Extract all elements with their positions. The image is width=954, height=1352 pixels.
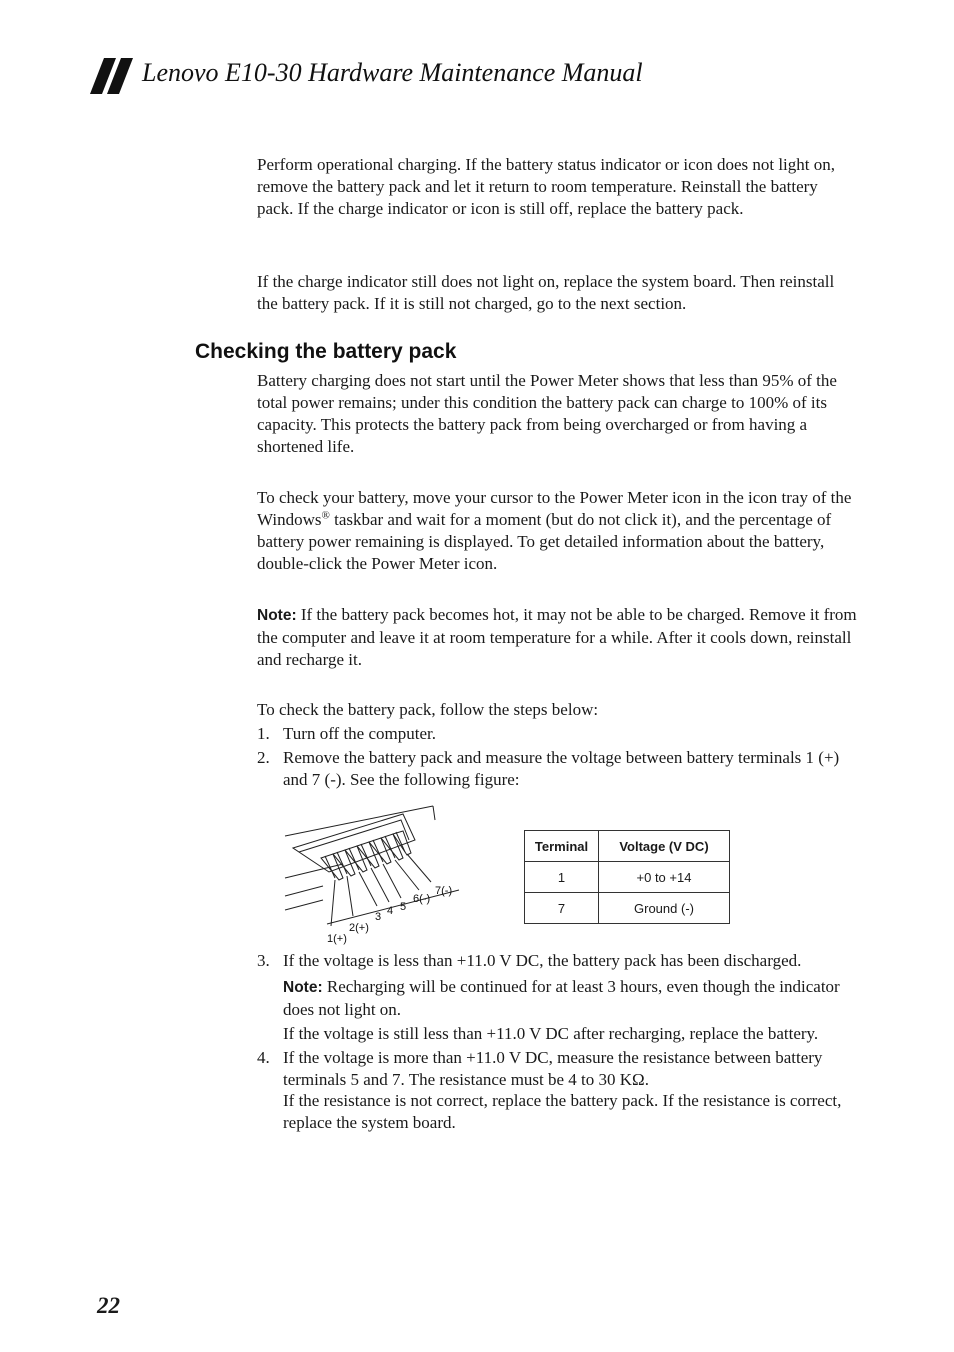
note-battery-hot: Note: If the battery pack becomes hot, it may not be able to be charged. Remove it from the computer and leave it at room temperature for a while. After it cools down, reinstall and recharge it. xyxy=(257,605,857,669)
table-cell-terminal: 7 xyxy=(525,893,599,924)
terminal-label-7: 7(-) xyxy=(435,885,453,897)
table-row xyxy=(525,893,730,924)
terminal-label-4: 4 xyxy=(387,905,394,917)
page-number: 22 xyxy=(97,1293,120,1318)
note-recharging: Note: Recharging will be continued for at least 3 hours, even though the indicator does not light on. xyxy=(283,977,840,1019)
table-cell-terminal: 1 xyxy=(525,862,599,893)
paragraph-power-meter: To check your battery, move your cursor to the Power Meter icon in the icon tray of the Windows® taskbar and wait for a moment (but do not click it), and the percentage of battery power remaining is displayed. To get detailed information about the battery, double-click the Power Meter icon. xyxy=(257,488,852,573)
terminal-label-6: 6(-) xyxy=(413,893,431,905)
note-label: Note: xyxy=(283,979,323,996)
terminal-label-2: 2(+) xyxy=(349,922,369,934)
note-label: Note: xyxy=(257,607,297,624)
section-heading: Checking the battery pack xyxy=(195,340,457,363)
table-cell-voltage: +0 to +14 xyxy=(599,862,730,893)
steps-intro: To check the battery pack, follow the steps below: xyxy=(257,700,599,719)
voltage-table xyxy=(524,830,730,924)
terminal-label-3: 3 xyxy=(375,911,382,923)
step-4-followup: If the resistance is not correct, replace the battery pack. If the resistance is correct, replace the system board. xyxy=(283,1091,842,1132)
header-slash-mark xyxy=(90,58,136,94)
paragraph-operational-charging: Perform operational charging. If the battery status indicator or icon does not light on, remove the battery pack and let it return to room temperature. Reinstall the battery pack. If the charge indicator or icon is still off, replace the battery pack. xyxy=(257,155,836,218)
terminal-label-1: 1(+) xyxy=(327,933,347,945)
manual-title: Lenovo E10-30 Hardware Maintenance Manual xyxy=(142,58,643,87)
table-row xyxy=(525,862,730,893)
table-header-terminal: Terminal xyxy=(525,831,599,862)
battery-terminal-figure xyxy=(283,800,463,950)
terminal-label-5: 5 xyxy=(400,901,407,913)
battery-connector-drawing xyxy=(283,800,463,950)
registered-mark: ® xyxy=(321,509,330,522)
table-header-row xyxy=(525,831,730,862)
table-cell-voltage: Ground (-) xyxy=(599,893,730,924)
paragraph-replace-system-board: If the charge indicator still does not light on, replace the system board. Then reinstall the battery pack. If it is still not charged, go to the next section. xyxy=(257,272,835,313)
table-header-voltage: Voltage (V DC) xyxy=(599,831,730,862)
step-3-followup: If the voltage is still less than +11.0 V DC after recharging, replace the battery. xyxy=(283,1024,819,1043)
paragraph-charging-threshold: Battery charging does not start until the Power Meter shows that less than 95% of the total power remains; under this condition the battery pack can charge to 100% of its capacity. This protects the battery pack from being overcharged or from having a shortened life. xyxy=(257,371,837,456)
